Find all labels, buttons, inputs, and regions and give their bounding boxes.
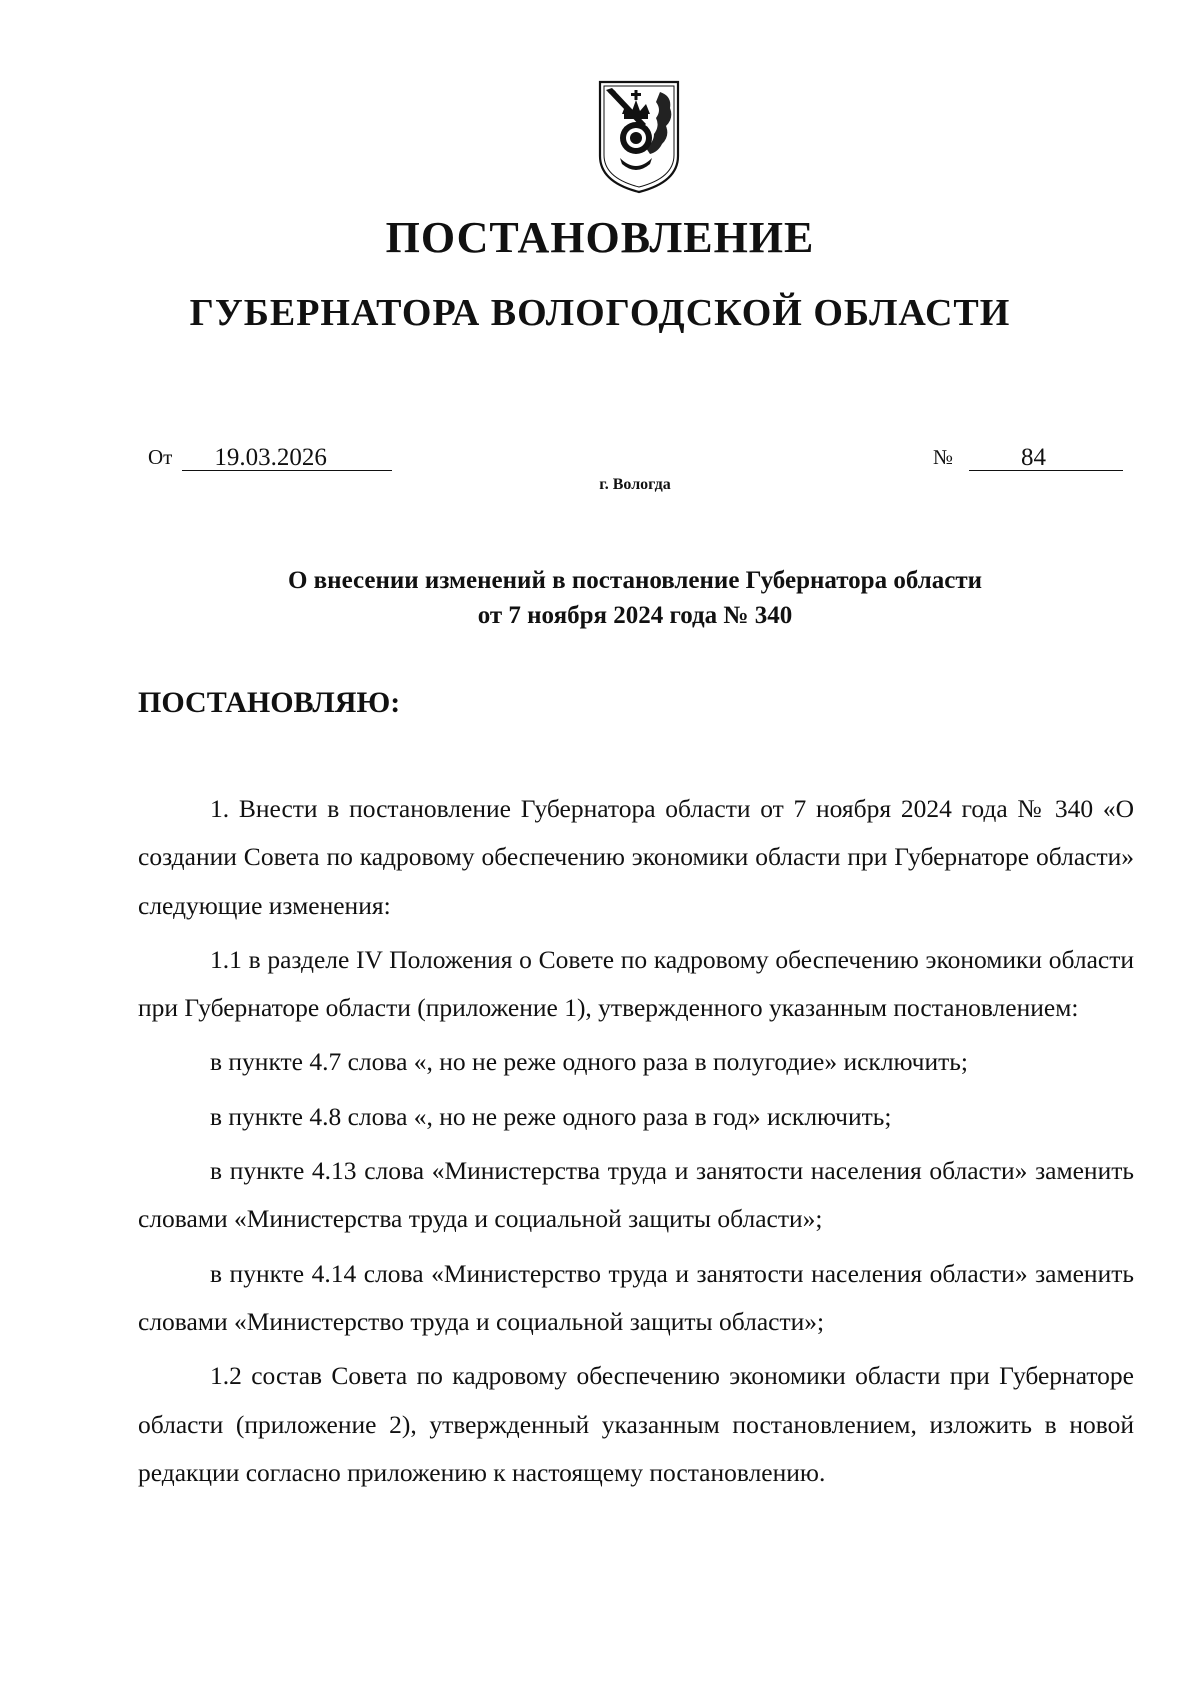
paragraph-1-1: 1.1 в разделе IV Положения о Совете по кадровому обеспечению экономики области при Губернаторе области (приложение 1), утвержденного указанным постановлением: <box>138 944 1134 1023</box>
paragraph-4-7: в пункте 4.7 слова «, но не реже одного раза в полугодие» исключить; <box>210 1047 968 1077</box>
decree-heading: ПОСТАНОВЛЯЮ: <box>138 686 401 719</box>
subject-line-1: О внесении изменений в постановление Губернатора области <box>287 567 983 594</box>
paragraph-4-13: в пункте 4.13 слова «Министерства труда и занятости населения области» заменить словами «Министерства труда и социальной защиты области»; <box>138 1156 1134 1234</box>
city-label: г. Вологда <box>599 476 671 493</box>
number-prefix: № <box>933 445 954 469</box>
coat-of-arms-icon <box>594 78 684 196</box>
document-body <box>138 785 1134 1497</box>
paragraph-1: 1. Внести в постановление Губернатора области от 7 ноября 2024 года № 340 «О создании Совета по кадровому обеспечению экономики области при Губернаторе области» следующие изменения: <box>138 794 1134 920</box>
date-value: 19.03.2026 <box>182 445 392 471</box>
paragraph-4-14: в пункте 4.14 слова «Министерство труда и занятости населения области» заменить словами «Министерство труда и социальной защиты области»; <box>138 1258 1134 1336</box>
subject-line-2: от 7 ноября 2024 года № 340 <box>477 602 793 629</box>
number-value: 84 <box>969 445 1123 471</box>
paragraph-1-2: 1.2 состав Совета по кадровому обеспечению экономики области при Губернаторе области (приложение 2), утвержденный указанным постановлением, изложить в новой редакции согласно приложению к настоящему постановлению. <box>138 1361 1134 1487</box>
document-title: ПОСТАНОВЛЕНИЕ <box>385 213 815 262</box>
document-issuer: ГУБЕРНАТОРА ВОЛОГОДСКОЙ ОБЛАСТИ <box>189 292 1011 334</box>
document-subject <box>0 563 1200 633</box>
date-field <box>148 445 392 471</box>
date-prefix: От <box>148 445 173 469</box>
number-field <box>933 445 1123 471</box>
paragraph-4-8: в пункте 4.8 слова «, но не реже одного раза в год» исключить; <box>210 1101 892 1131</box>
